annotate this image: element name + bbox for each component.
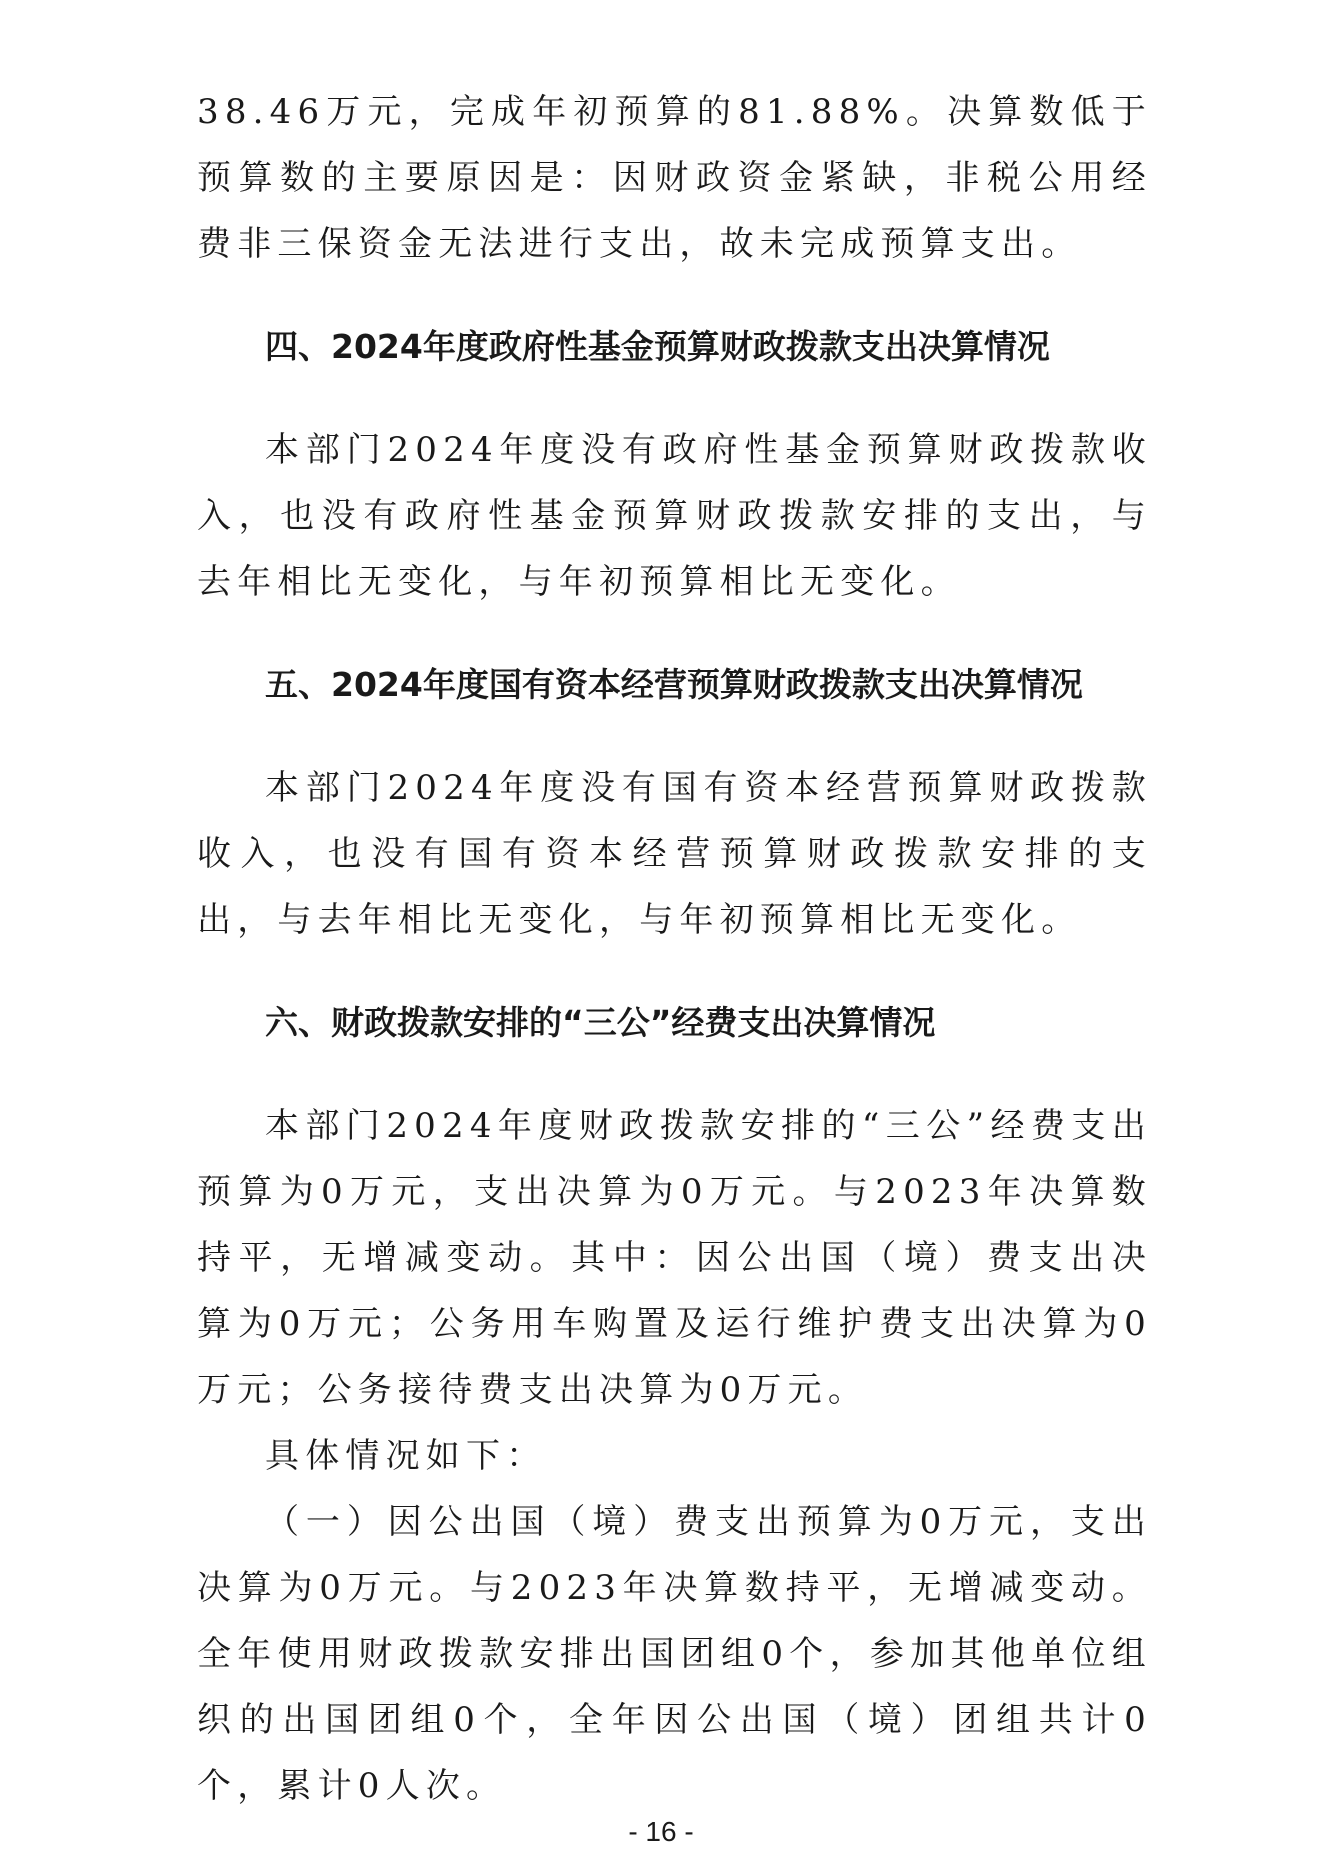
paragraph-state-capital: 本部门2024年度没有国有资本经营预算财政拨款收入，也没有国有资本经营预算财政拨款安排的支出，与去年相比无变化，与年初预算相比无变化。 bbox=[197, 768, 1152, 940]
document-body bbox=[197, 79, 1152, 1819]
paragraph-budget-completion: 38.46万元，完成年初预算的81.88%。决算数低于预算数的主要原因是：因财政资金紧缺，非税公用经费非三保资金无法进行支出，故未完成预算支出。 bbox=[197, 92, 1152, 264]
heading-section-4: 四、2024年度政府性基金预算财政拨款支出决算情况 bbox=[265, 327, 1050, 366]
paragraph-government-fund: 本部门2024年度没有政府性基金预算财政拨款收入，也没有政府性基金预算财政拨款安排的支出，与去年相比无变化，与年初预算相比无变化。 bbox=[197, 430, 1152, 602]
paragraph-overseas-travel: （一）因公出国（境）费支出预算为0万元，支出决算为0万元。与2023年决算数持平，无增减变动。全年使用财政拨款安排出国团组0个，参加其他单位组织的出国团组0个，全年因公出国（境）团组共计0个，累计0人次。 bbox=[197, 1502, 1152, 1806]
page-number: - 16 - bbox=[628, 1816, 694, 1847]
paragraph-three-public-expenses: 本部门2024年度财政拨款安排的“三公”经费支出预算为0万元，支出决算为0万元。与2023年决算数持平，无增减变动。其中：因公出国（境）费支出决算为0万元；公务用车购置及运行维护费支出决算为0万元；公务接待费支出决算为0万元。 bbox=[197, 1106, 1152, 1410]
heading-section-5: 五、2024年度国有资本经营预算财政拨款支出决算情况 bbox=[265, 665, 1083, 704]
paragraph-details-intro: 具体情况如下： bbox=[265, 1436, 547, 1476]
heading-section-6: 六、财政拨款安排的“三公”经费支出决算情况 bbox=[265, 1003, 936, 1042]
